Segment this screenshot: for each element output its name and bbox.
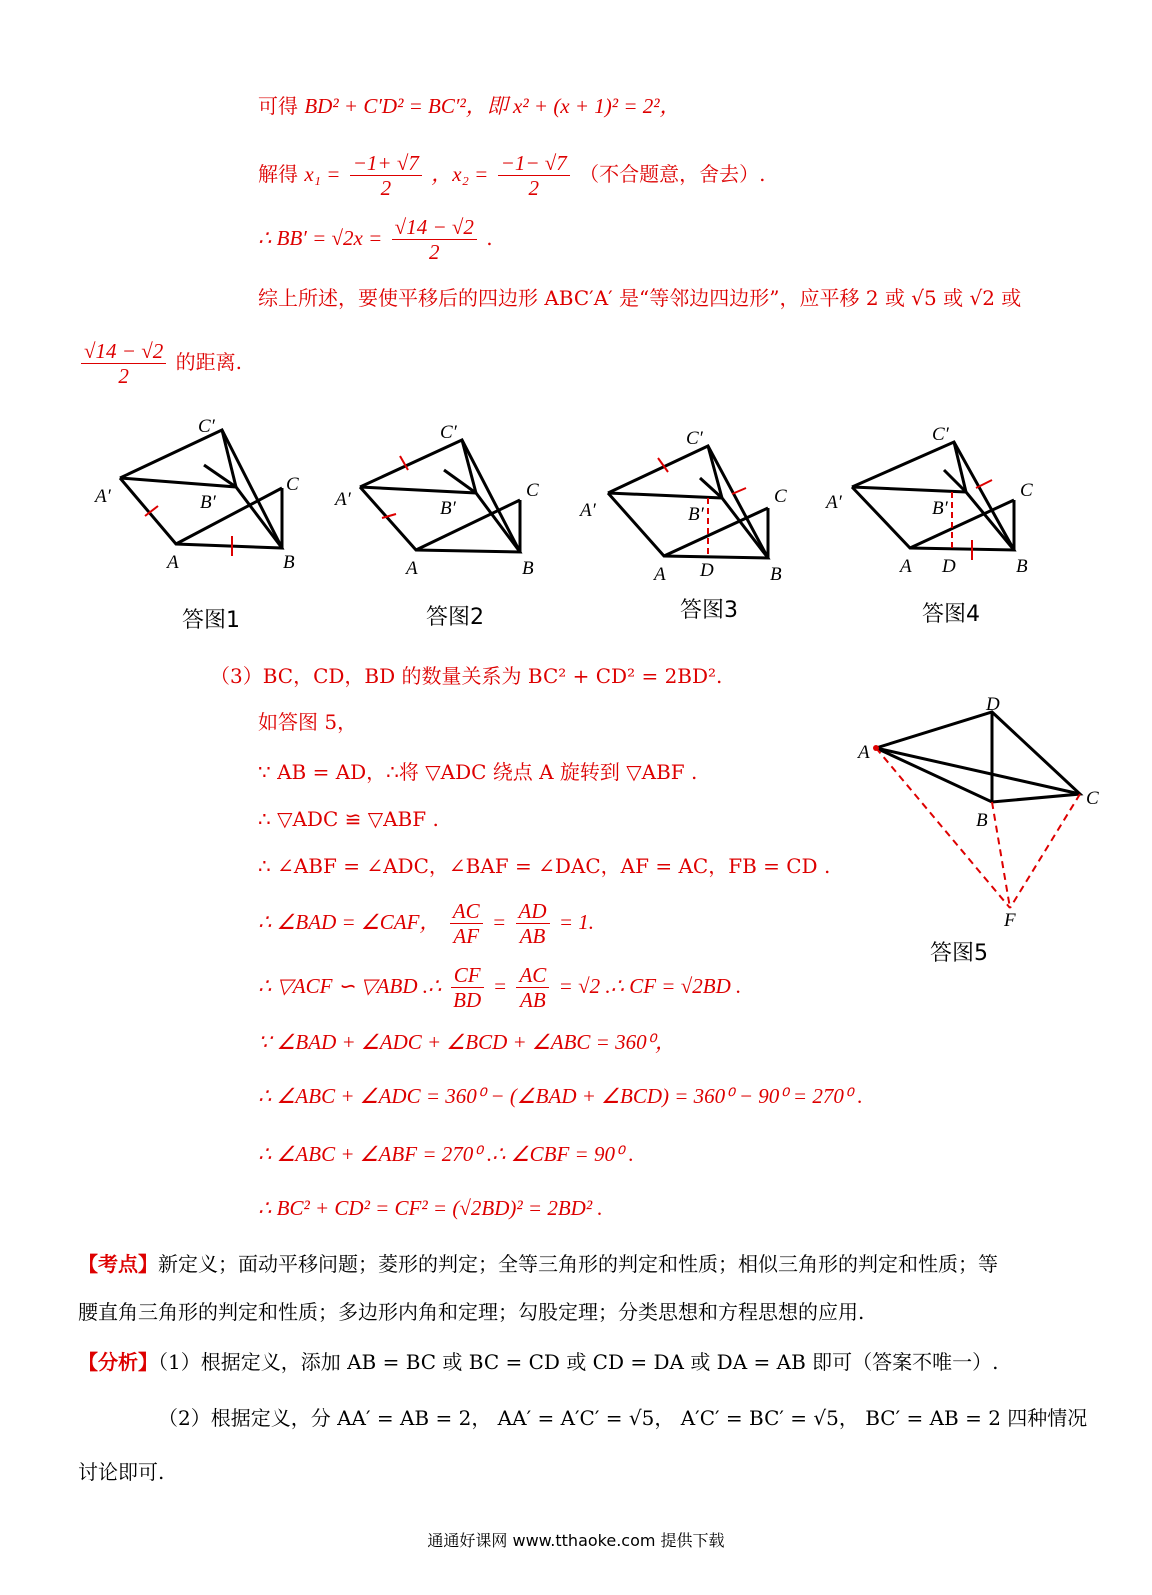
equation: ∴ ▽ACF ∽ ▽ABD .∴: [258, 974, 442, 998]
label-Cp: C′: [440, 422, 457, 443]
label-Bp: B′: [200, 492, 216, 513]
equation: ∴ BB′ = √2x =: [258, 226, 383, 250]
text-fragment: 解得: [258, 162, 298, 186]
figure-caption-3: 答图3: [680, 598, 738, 623]
numerator: √14 − √2: [392, 215, 477, 240]
label-Ap: A′: [95, 486, 111, 507]
denominator: 2: [528, 176, 539, 200]
fenxi-line-1: [78, 1348, 999, 1376]
label-B: B: [283, 552, 295, 573]
numerator: AD: [516, 899, 550, 924]
equation: = 1.: [558, 910, 595, 934]
label-C: C: [526, 480, 539, 501]
proof-line-6: [258, 958, 741, 1014]
label-B: B: [770, 564, 782, 585]
fenxi-line-3: 讨论即可.: [78, 1460, 165, 1484]
label-Ap: A′: [580, 500, 596, 521]
equation: BD² + C′D² = BC′²，即 x² + (x + 1)² = 2²，: [304, 94, 681, 118]
label-A: A: [858, 742, 870, 763]
label-C: C: [1086, 788, 1099, 809]
kaodian-line-2: 腰直角三角形的判定和性质；多边形内角和定理；勾股定理；分类思想和方程思想的应用.: [78, 1300, 865, 1324]
proof-line-1: 如答图 5，: [258, 710, 358, 734]
fraction: [350, 151, 422, 200]
label-Cp: C′: [686, 428, 703, 449]
label-C: C: [1020, 480, 1033, 501]
label-Bp: B′: [688, 504, 704, 525]
label-B: B: [522, 558, 534, 579]
label-A: A: [900, 556, 912, 577]
equation: =: [492, 974, 508, 998]
label-D: D: [986, 694, 1000, 715]
label-Ap: A′: [826, 492, 842, 513]
fraction: [516, 963, 549, 1012]
equation: = √2 .∴ CF = √2BD .: [558, 974, 742, 998]
text-fragment: 可得: [258, 94, 298, 118]
kaodian-line-1: [78, 1250, 998, 1278]
figure-caption-4: 答图4: [922, 602, 980, 627]
label-A: A: [406, 558, 418, 579]
equation: ，x₂ =: [431, 162, 489, 186]
proof-line-5: [258, 894, 594, 950]
label-C: C: [286, 474, 299, 495]
denominator: AB: [520, 988, 546, 1012]
equation: ∴ ∠BAD = ∠CAF，: [258, 910, 441, 934]
equation: =: [491, 910, 507, 934]
numerator: −1+ √7: [350, 151, 422, 176]
figure-2: [360, 440, 520, 552]
label-A: A: [167, 552, 179, 573]
fraction: [498, 151, 570, 200]
conclusion-line-2: [78, 334, 242, 390]
figure-5: [850, 686, 1110, 936]
figure-caption-1: 答图1: [182, 608, 240, 633]
denominator: AF: [453, 924, 480, 948]
numerator: √14 − √2: [81, 339, 166, 364]
kaodian-text: 新定义；面动平移问题；菱形的判定；全等三角形的判定和性质；相似三角形的判定和性质；等: [158, 1252, 998, 1276]
label-F: F: [1004, 910, 1016, 931]
text-fragment: （不合题意，舍去）.: [579, 162, 766, 186]
text-fragment: 的距离.: [175, 350, 242, 374]
label-Bp: B′: [440, 498, 456, 519]
label-A: A: [654, 564, 666, 585]
figure-caption-5: 答图5: [930, 941, 988, 966]
kaodian-tag: 【考点】: [78, 1252, 158, 1276]
figure-3: [608, 446, 768, 558]
numerator: CF: [451, 963, 484, 988]
equation: x₁ =: [304, 162, 341, 186]
fraction: [516, 899, 550, 948]
label-Cp: C′: [932, 424, 949, 445]
label-B: B: [976, 810, 988, 831]
label-D: D: [700, 560, 714, 581]
text-fragment: .: [486, 226, 493, 250]
numerator: −1− √7: [498, 151, 570, 176]
label-B: B: [1016, 556, 1028, 577]
denominator: 2: [380, 176, 392, 200]
eq-line-2: [258, 146, 766, 202]
fenxi-tag: 【分析】: [78, 1350, 158, 1374]
footer-watermark: 通通好课网 www.tthaoke.com 提供下载: [427, 1531, 725, 1550]
denominator: AB: [519, 924, 546, 948]
label-D: D: [942, 556, 956, 577]
part-3-heading: （3）BC，CD，BD 的数量关系为 BC² + CD² = 2BD².: [210, 664, 723, 688]
figure-caption-2: 答图2: [426, 605, 484, 630]
proof-line-4: ∴ ∠ABF = ∠ADC，∠BAF = ∠DAC，AF = AC，FB = CD .: [258, 854, 831, 878]
proof-line-9: ∴ ∠ABC + ∠ABF = 270⁰ .∴ ∠CBF = 90⁰ .: [258, 1142, 634, 1166]
label-C: C: [774, 486, 787, 507]
denominator: 2: [429, 240, 440, 264]
denominator: 2: [118, 364, 129, 388]
denominator: BD: [453, 988, 482, 1012]
eq-line-1: [258, 92, 681, 120]
proof-line-3: ∴ ▽ADC ≌ ▽ABF .: [258, 807, 439, 831]
numerator: AC: [450, 899, 483, 924]
label-Cp: C′: [198, 416, 215, 437]
fraction: [451, 963, 484, 1012]
conclusion-line: 综上所述，要使平移后的四边形 ABC′A′ 是“等邻边四边形”，应平移 2 或 √5 或 √2 或: [258, 286, 1022, 310]
label-Bp: B′: [932, 498, 948, 519]
proof-line-2: ∵ AB = AD，∴将 ▽ADC 绕点 A 旋转到 ▽ABF .: [258, 760, 698, 784]
proof-line-10: ∴ BC² + CD² = CF² = (√2BD)² = 2BD² .: [258, 1196, 603, 1220]
fraction: [392, 215, 477, 264]
label-Ap: A′: [335, 489, 351, 510]
eq-line-3: [258, 210, 493, 266]
proof-line-7: ∵ ∠BAD + ∠ADC + ∠BCD + ∠ABC = 360⁰，: [258, 1030, 677, 1054]
fraction: [450, 899, 483, 948]
fenxi-line-2: （2）根据定义，分 AA′ = AB = 2， AA′ = A′C′ = √5， A′C′ = BC′ = √5， BC′ = AB = 2 四种情况: [158, 1406, 1088, 1430]
numerator: AC: [516, 963, 549, 988]
proof-line-8: ∴ ∠ABC + ∠ADC = 360⁰ − (∠BAD + ∠BCD) = 360⁰ − 90⁰ = 270⁰ .: [258, 1084, 863, 1108]
fraction: [81, 339, 166, 388]
fenxi-text: （1）根据定义，添加 AB = BC 或 BC = CD 或 CD = DA 或 DA = AB 即可（答案不唯一）.: [158, 1350, 999, 1374]
